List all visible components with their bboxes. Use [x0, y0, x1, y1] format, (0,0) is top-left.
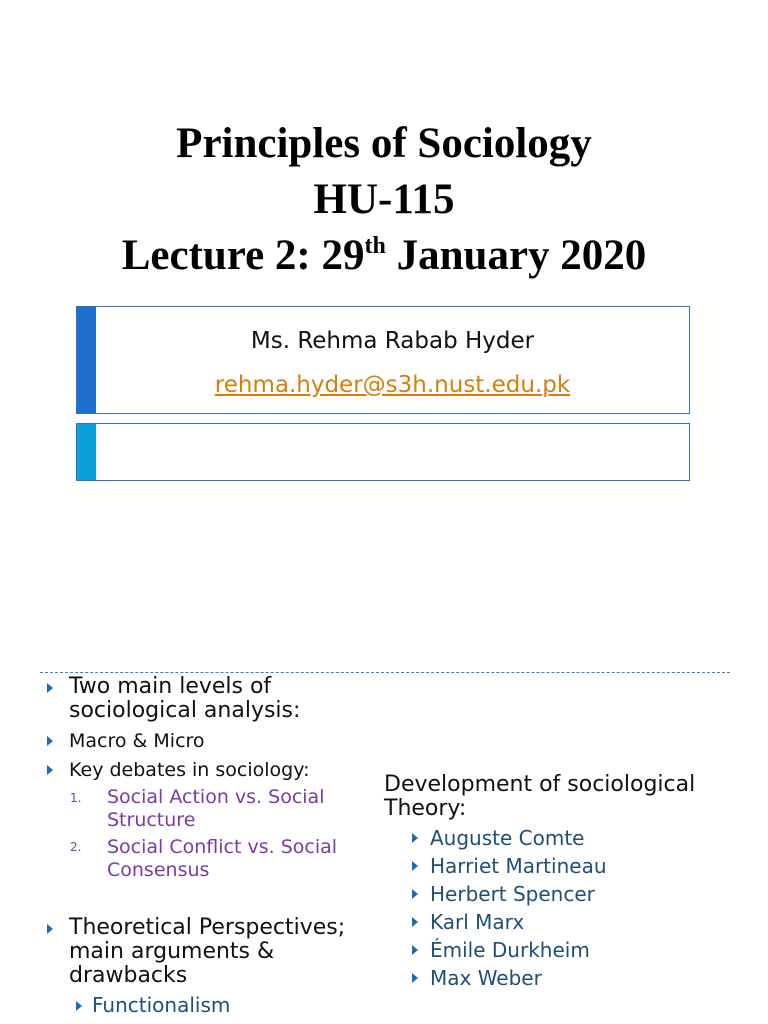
presenter-box: [76, 306, 690, 414]
course-code: HU-115: [313, 176, 455, 223]
bullet-macro-micro: Macro & Micro: [69, 730, 205, 752]
bullet-arrow-icon: [412, 945, 418, 955]
bullet-arrow-icon: [47, 736, 53, 746]
sub-bullet-arrow-icon: [76, 1001, 82, 1011]
bullet-perspectives-line2: main arguments &: [69, 939, 275, 964]
lecture-date: [0, 228, 768, 290]
empty-box-accent: [77, 424, 96, 480]
theorist-item: Émile Durkheim: [430, 938, 590, 962]
theorist-item: Auguste Comte: [430, 826, 585, 850]
bullet-arrow-icon: [47, 765, 53, 775]
date-ordinal: th: [364, 233, 386, 259]
sub-bullet-functionalism: Functionalism: [92, 993, 231, 1017]
empty-info-box: [76, 423, 690, 481]
theory-heading-line2: Theory:: [384, 796, 467, 821]
debate-1-line1: Social Action vs. Social: [107, 786, 325, 808]
bullet-arrow-icon: [412, 889, 418, 899]
bullet-arrow-icon: [47, 683, 53, 693]
bullet-arrow-icon: [412, 861, 418, 871]
bullet-arrow-icon: [412, 917, 418, 927]
bullet-levels-line1: Two main levels of: [69, 674, 272, 699]
lecture-date-post: January 2020: [385, 232, 647, 279]
debate-number: 2.: [70, 840, 82, 854]
presenter-box-accent: [77, 307, 96, 413]
slide-2: [0, 673, 768, 1024]
course-name: Principles of Sociology: [176, 120, 592, 167]
lecture-date-pre: Lecture 2: 29: [121, 232, 365, 279]
debate-1-line2: Structure: [107, 809, 196, 831]
debate-number: 1.: [70, 791, 82, 805]
theorist-item: Herbert Spencer: [430, 882, 595, 906]
theorist-item: Harriet Martineau: [430, 854, 607, 878]
theory-heading-line1: Development of sociological: [384, 772, 696, 797]
bullet-key-debates: Key debates in sociology:: [69, 759, 310, 781]
presenter-email-link[interactable]: rehma.hyder@s3h.nust.edu.pk: [214, 372, 571, 398]
debate-2-line1: Social Conflict vs. Social: [107, 836, 338, 858]
bullet-levels-line2: sociological analysis:: [69, 698, 301, 723]
bullet-perspectives-line3: drawbacks: [69, 963, 188, 988]
debate-2-line2: Consensus: [107, 859, 210, 881]
slide-title: [0, 116, 768, 290]
theorist-item: Max Weber: [430, 966, 542, 990]
bullet-arrow-icon: [47, 924, 53, 934]
presenter-name: Ms. Rehma Rabab Hyder: [250, 328, 535, 354]
bullet-arrow-icon: [412, 973, 418, 983]
theorist-item: Karl Marx: [430, 910, 525, 934]
bullet-arrow-icon: [412, 833, 418, 843]
bullet-perspectives-line1: Theoretical Perspectives;: [69, 915, 346, 940]
